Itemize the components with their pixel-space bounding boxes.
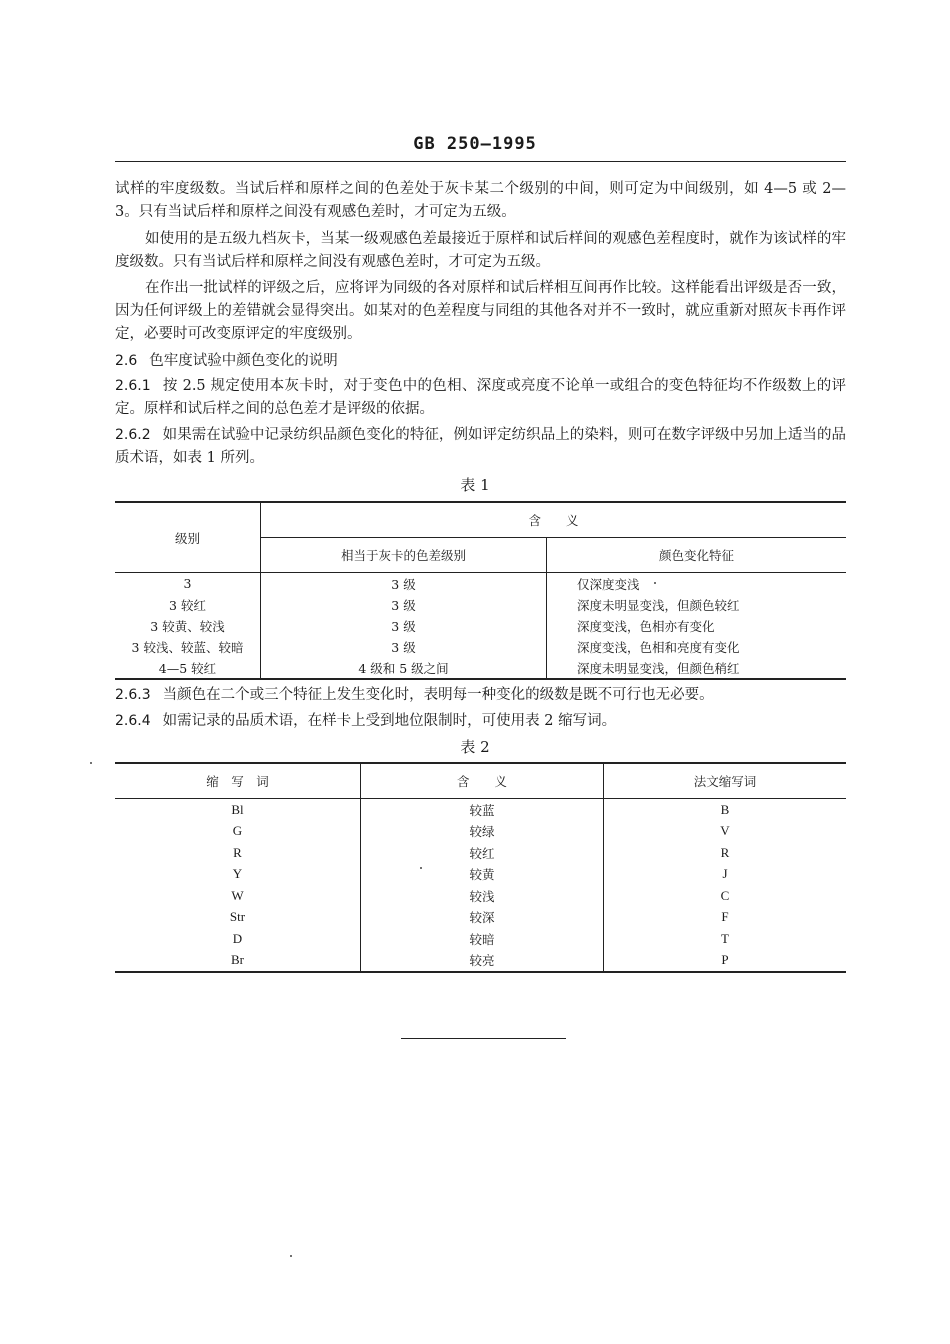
cell-level: 3 <box>115 573 261 595</box>
cell-grey: 3 级 <box>261 636 547 657</box>
cell-abbr: R <box>115 842 361 864</box>
cell-abbr: Bl <box>115 799 361 821</box>
table-1-header-grey: 相当于灰卡的色差级别 <box>261 538 547 573</box>
cell-feature: 仅深度变浅 <box>577 576 640 592</box>
page-header: GB 250—1995 <box>413 134 537 154</box>
table-row <box>115 864 846 886</box>
cell-meaning: 较亮 <box>361 950 604 973</box>
table-1-header-meaning: 含 义 <box>261 502 847 538</box>
table-row <box>115 950 846 973</box>
table-row <box>115 799 846 821</box>
cell-meaning: 较绿 <box>361 821 604 843</box>
table-row <box>115 594 846 615</box>
cell-grey: 3 级 <box>261 573 547 595</box>
cell-fr: F <box>721 909 729 925</box>
scan-speck <box>90 762 92 764</box>
section-2-6 <box>115 350 846 373</box>
cell-fr: P <box>721 952 729 968</box>
section-2-6-4 <box>115 710 846 733</box>
table-row <box>115 636 846 657</box>
section-text: 如果需在试验中记录纺织品颜色变化的特征，例如评定纺织品上的染料，则可在数字评级中另加上适当的品质术语，如表 1 所列。 <box>115 427 846 466</box>
cell-fr: J <box>722 866 728 882</box>
table-2 <box>115 762 846 973</box>
cell-meaning: 较蓝 <box>361 799 604 821</box>
section-number: 2.6.1 <box>115 378 151 394</box>
header-rule <box>115 161 846 162</box>
section-text: 如需记录的品质术语，在样卡上受到地位限制时，可使用表 2 缩写词。 <box>162 713 617 729</box>
table-row <box>115 573 846 595</box>
table-row <box>115 615 846 636</box>
cell-level: 3 较红 <box>115 594 261 615</box>
cell-grey: 3 级 <box>261 594 547 615</box>
cell-abbr: G <box>115 821 361 843</box>
cell-feature: 深度未明显变浅，但颜色较红 <box>577 597 740 613</box>
scan-speck <box>654 582 656 584</box>
table-row <box>115 842 846 864</box>
table-1-caption: 表 1 <box>460 476 490 494</box>
cell-fr: C <box>720 887 730 903</box>
section-text: 当颜色在二个或三个特征上发生变化时，表明每一种变化的级数是既不可行也无必要。 <box>162 687 714 703</box>
cell-meaning: 较红 <box>361 842 604 864</box>
section-number: 2.6 <box>115 353 138 369</box>
cell-abbr: D <box>115 928 361 950</box>
section-number: 2.6.2 <box>115 427 151 443</box>
paragraph-3: 在作出一批试样的评级之后，应将评为同级的各对原样和试后样相互间再作比较。这样能看出评级是否一致，因为任何评级上的差错就会显得突出。如某对的色差程度与同组的其他各对并不一致时，就应重新对照灰卡再作评定，必要时可改变原评定的牢度级别。 <box>115 280 846 342</box>
section-2-6-3 <box>115 684 846 707</box>
table-row <box>115 657 846 679</box>
scan-speck <box>290 1255 292 1257</box>
section-text: 按 2.5 规定使用本灰卡时，对于变色中的色相、深度或亮度不论单一或组合的变色特征均不作级数上的评定。原样和试后样之间的总色差才是评级的依据。 <box>115 378 846 417</box>
cell-feature: 深度变浅，色相和亮度有变化 <box>577 639 740 655</box>
cell-meaning: 较暗 <box>361 928 604 950</box>
cell-feature: 深度变浅，色相亦有变化 <box>577 618 715 634</box>
cell-level: 3 较浅、较蓝、较暗 <box>115 636 261 657</box>
cell-fr: R <box>720 844 730 860</box>
cell-meaning: 较黄 <box>361 864 604 886</box>
section-2-6-1 <box>115 375 846 421</box>
table-1-header-level: 级别 <box>115 502 261 573</box>
end-rule <box>401 1038 566 1039</box>
table-2-header-fr: 法文缩写词 <box>604 763 847 799</box>
cell-meaning: 较浅 <box>361 885 604 907</box>
cell-level: 3 较黄、较浅 <box>115 615 261 636</box>
table-row <box>115 928 846 950</box>
table-row <box>115 907 846 929</box>
table-row <box>115 885 846 907</box>
cell-feature: 深度未明显变浅，但颜色稍红 <box>577 660 740 676</box>
section-number: 2.6.4 <box>115 713 151 729</box>
table-row <box>115 821 846 843</box>
table-2-header-meaning: 含 义 <box>361 763 604 799</box>
section-2-6-2 <box>115 424 846 470</box>
cell-level: 4—5 较红 <box>115 657 261 679</box>
section-number: 2.6.3 <box>115 687 151 703</box>
cell-abbr: Br <box>115 950 361 973</box>
section-title: 色牢度试验中颜色变化的说明 <box>149 353 338 369</box>
table-1 <box>115 501 846 680</box>
cell-fr: B <box>720 801 730 817</box>
table-2-caption: 表 2 <box>460 738 490 756</box>
paragraph-1: 试样的牢度级数。当试后样和原样之间的色差处于灰卡某二个级别的中间，则可定为中间级别，如 4—5 或 2—3。只有当试后样和原样之间没有观感色差时，才可定为五级。 <box>115 181 846 220</box>
scan-speck <box>420 867 422 869</box>
table-2-header-abbr: 缩 写 词 <box>115 763 361 799</box>
cell-grey: 3 级 <box>261 615 547 636</box>
cell-abbr: Y <box>115 864 361 886</box>
paragraph-2: 如使用的是五级九档灰卡，当某一级观感色差最接近于原样和试后样间的观感色差程度时，就作为该试样的牢度级数。只有当试后样和原样之间没有观感色差时，才可定为五级。 <box>115 231 846 270</box>
table-1-header-feature: 颜色变化特征 <box>547 538 847 573</box>
cell-grey: 4 级和 5 级之间 <box>261 657 547 679</box>
cell-abbr: W <box>115 885 361 907</box>
cell-meaning: 较深 <box>361 907 604 929</box>
cell-fr: T <box>721 930 729 946</box>
cell-fr: V <box>720 823 730 839</box>
cell-abbr: Str <box>115 907 361 929</box>
